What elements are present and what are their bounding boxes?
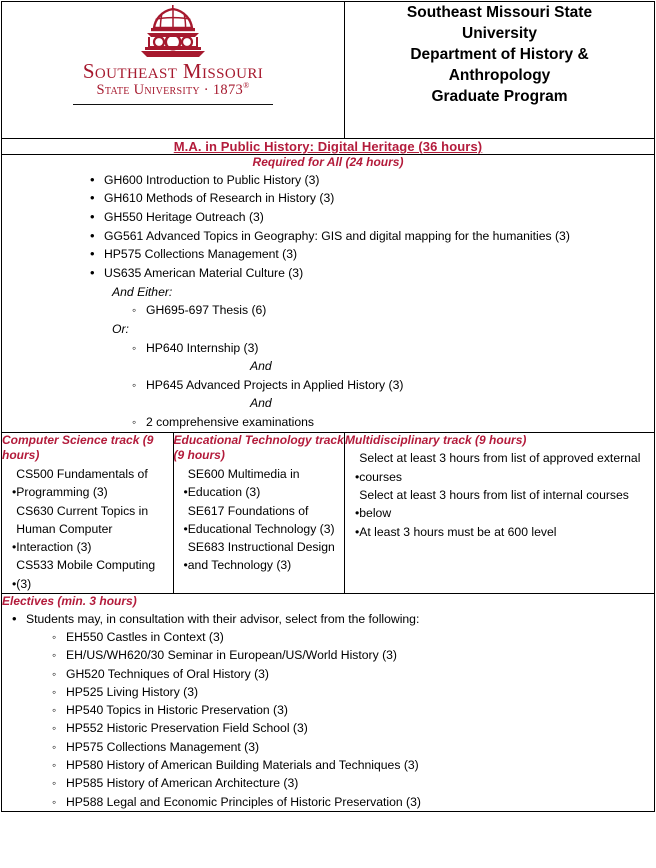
department-title-line-2: University — [462, 25, 537, 43]
logo-wordmark-line2 — [43, 82, 303, 99]
logo-divider — [73, 104, 273, 105]
list-item: ◦ EH550 Castles in Context (3) — [52, 628, 654, 646]
logo-wordmark-line2-text: State University · 1873 — [96, 81, 244, 98]
non-thesis-option-list — [2, 339, 654, 358]
electives-section — [2, 594, 655, 812]
header-row — [2, 2, 655, 139]
registered-mark: ® — [243, 81, 250, 91]
non-thesis-option-list-3 — [2, 413, 654, 432]
and-either-text: And Either — [112, 284, 169, 299]
list-item-label: At least 3 hours must be at 600 level — [359, 524, 557, 539]
track-course-list — [174, 465, 345, 575]
list-item-label: SE617 Foundations of Educational Technology (3) — [187, 503, 335, 536]
logo-cell — [2, 2, 345, 139]
list-item: ◦ HP585 History of American Architecture (3) — [52, 774, 654, 792]
or-label — [112, 320, 654, 339]
list-item-label: Select at least 3 hours from list of internal courses below — [359, 487, 629, 521]
and-either-colon: : — [168, 284, 173, 299]
list-item: • GH610 Methods of Research in History (3) — [90, 189, 654, 208]
department-title-line-3: Department of History & — [410, 46, 589, 64]
list-item: ◦ HP640 Internship (3) — [132, 339, 654, 358]
electives-intro: • Students may, in consultation with their advisor, select from the following: — [12, 610, 654, 628]
tracks-row — [2, 432, 655, 593]
track-heading: Computer Science track (9 hours) — [2, 432, 154, 463]
required-heading: Required for All (24 hours) — [252, 155, 404, 169]
list-item-label: CS533 Mobile Computing (3) — [16, 558, 156, 591]
electives-course-list — [2, 628, 654, 811]
department-title-cell — [345, 2, 655, 139]
thesis-option-list — [2, 301, 654, 320]
list-item: • GH550 Heritage Outreach (3) — [90, 208, 654, 227]
required-section — [2, 155, 655, 433]
track-course-list — [2, 465, 173, 593]
list-item-label: SE683 Instructional Design and Technology (3) — [187, 540, 335, 573]
electives-row — [2, 594, 655, 812]
university-dome-crest-icon — [135, 4, 211, 58]
list-item: • GH600 Introduction to Public History (3) — [90, 171, 654, 190]
program-title-row — [2, 139, 655, 155]
and-either-label — [112, 283, 654, 302]
track-educational-technology — [173, 432, 345, 593]
list-item: ◦ HP580 History of American Building Materials and Techniques (3) — [52, 756, 654, 774]
list-item — [12, 502, 173, 557]
university-logo — [43, 2, 303, 105]
list-item — [184, 502, 345, 539]
list-item: ◦ HP645 Advanced Projects in Applied History (3) — [132, 376, 654, 395]
track-computer-science — [2, 432, 174, 593]
non-thesis-option-list-2 — [2, 376, 654, 395]
list-item: ◦ HP552 Historic Preservation Field School (3) — [52, 719, 654, 737]
list-item: ◦ HP525 Living History (3) — [52, 683, 654, 701]
list-item: • US635 American Material Culture (3) — [90, 264, 654, 283]
list-item: • GG561 Advanced Topics in Geography: GIS and digital mapping for the humanities (3) — [90, 227, 654, 246]
department-title-line-1: Southeast Missouri State — [406, 4, 593, 21]
or-text: Or — [112, 321, 126, 336]
list-item: ◦ HP540 Topics in Historic Preservation (3) — [52, 701, 654, 719]
list-item: • HP575 Collections Management (3) — [90, 245, 654, 264]
list-item — [184, 538, 345, 575]
list-item: ◦ GH520 Techniques of Oral History (3) — [52, 665, 654, 683]
program-title: M.A. in Public History: Digital Heritage (36 hours) — [2, 139, 655, 155]
list-item — [355, 486, 654, 523]
and-connector-2: And — [250, 396, 272, 411]
list-item: ◦ GH695-697 Thesis (6) — [132, 301, 654, 320]
list-item — [355, 449, 654, 486]
track-heading: Educational Technology track (9 hours) — [173, 432, 344, 463]
list-item: ◦ 2 comprehensive examinations — [132, 413, 654, 432]
required-course-list — [2, 171, 654, 283]
list-item-label: Select at least 3 hours from list of approved external courses — [359, 451, 641, 484]
list-item — [12, 556, 173, 593]
department-title-line-5: Graduate Program — [431, 88, 568, 106]
list-item: ◦ HP588 Legal and Economic Principles of Historic Preservation (3) — [52, 793, 654, 811]
document-page — [0, 1, 656, 868]
track-heading: Multidisciplinary track (9 hours) — [345, 432, 527, 447]
logo-wordmark-line1: Southeast Missouri — [82, 59, 264, 83]
list-item-label: CS500 Fundamentals of Programming (3) — [16, 466, 148, 500]
track-course-list — [345, 449, 654, 540]
list-item — [184, 465, 345, 502]
and-connector-1: And — [250, 359, 272, 374]
list-item-label: SE600 Multimedia in Education (3) — [187, 466, 300, 500]
required-row — [2, 155, 655, 433]
list-item: ◦ EH/US/WH620/30 Seminar in European/US/World History (3) — [52, 646, 654, 664]
or-colon: : — [125, 321, 129, 336]
department-title-line-4: Anthropology — [448, 67, 551, 85]
list-item-label: CS630 Current Topics in Human Computer Interaction (3) — [16, 503, 149, 555]
list-item: ◦ HP575 Collections Management (3) — [52, 738, 654, 756]
track-multidisciplinary — [345, 432, 655, 593]
electives-heading: Electives (min. 3 hours) — [2, 594, 137, 609]
program-requirements-table — [1, 1, 655, 812]
list-item — [12, 465, 173, 502]
list-item — [355, 523, 654, 541]
